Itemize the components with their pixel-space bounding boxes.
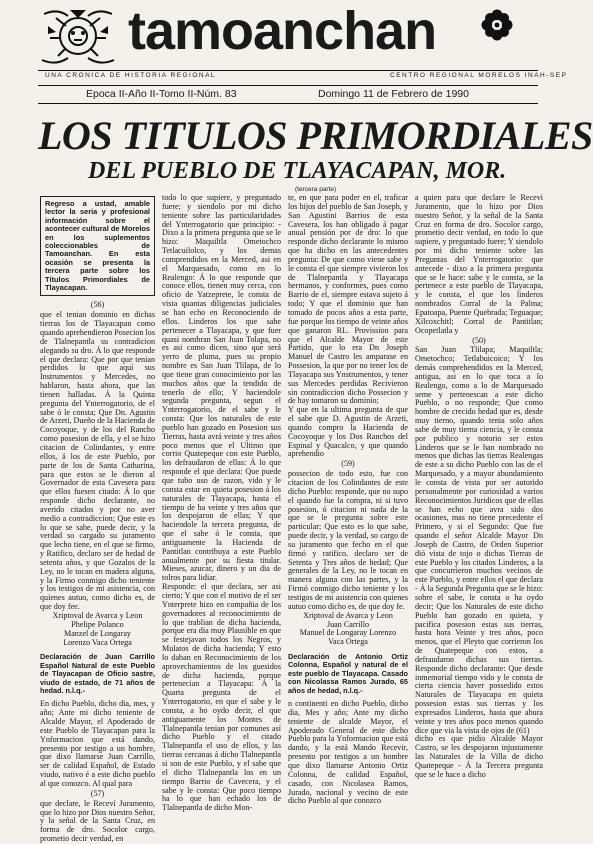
section-number: (59) — [341, 459, 355, 469]
article-paragraph: a quien para que declare le Recevi Juramento, que lo hizo por Dios nuestro Señor, y la señal de la Santa Cruz en forma de dro. Socolor cargo, prometio decir verdad, en todo lo que supiere, y preguntado fuere; Y siendolo por mi dicho teniente sobre las Preguntas del Ynterrogatorio: que antecede - dixo a la primera pregunta que se le hace: sabe y le consta, se la pertenece a este pueblo de Tlayacapa, y le consta, el que los linderos nombrados Corral de la Palma; Epatoapa, Puente Quebrada; Teguaque; Xilcoxchitl; Corral de Pantitlan; Ocopetlatla y — [415, 193, 543, 335]
masthead-center: CENTRO REGIONAL MORELOS INAH-SEP — [390, 72, 568, 79]
subheadline: DEL PUEBLO DE TLAYACAPAN, MOR. — [88, 158, 507, 184]
article-columns — [40, 193, 550, 844]
article-paragraph: En dicho Pueblo, dicho dia, mes, y año; Ante mi dicho teniente de Alcalde Mayor, el Apoderado de este Pueblo de Tlayacapan para la Ynformacion que está dando, presento por testigo a un hombre, que dixo llamarse Juan Carrillo, ser de calidad Español, de Estado viudo, nativo é a este dicho pueblo al que conozco. Al qual para — [40, 699, 155, 788]
article-column-1 — [40, 194, 155, 844]
aztec-deity-logo-icon — [38, 6, 118, 68]
masthead-tagline-row — [45, 72, 568, 79]
declaration-heading: Declaración de Antonio Ortiz Colonna, Español y natural de el este pueblo de Tlayacapa. Casado con Nicolassa Ramos Jurado, 65 años de hedad, n.l.q.- — [288, 652, 408, 695]
masthead-tagline: UNA CRONICA DE HISTORIA REGIONAL — [45, 72, 217, 79]
signature-line: Phelipe Polanco — [71, 619, 124, 629]
article-paragraph: que el tenian dominio en dichas tierras los de Tlayacapan como quando aprehendieron Posecion los de Tlalnepantla su contradicion alegando su dro. Á lo que responde el que declara: Que por que tenian perdidos lo que aquí sus Instrumentos y Mercedes, no hablaron, hasta ahora, que las tienen halladas. Á la Quinta pregunta del Ynterrogatorio, de el sabe ó le consta; Que Dn. Agustin de Arzeti, Dueño de la Hacienda de Cocoyoque, y de los del Rancho como posesion de ella, y el se hizo citacion de Colindantes, y entre ellos, á los de este Pueblo, por parte de los de Santa Catharina, para que estos se le dieron al Governador de esta Cavesera para que ellos fuesen citado: Á lo que responde dicho declarante, no averido citados y por no aver medio a contradiccion; Que este es lo que se sabe, puede decir, y la verdad so cargado su juramento que lecho tiene, en el que se firmo, y Ratifico, declaro ser de hedad de setenta años, y que Gozalos de la Ley, no le tocan en madera alguna, y la Firmo conmigo dicho teniente y los testigos de mi asistencia, con quienes autuo, como dicho es, de que doy fee. — [40, 310, 155, 612]
article-paragraph: Responde: el que declara, ser asi cierto; Y que con el motivo de el ser Ynterprete hizo en compañia de los governadores al reconocimiento de lo que trablian de dicha hacienda, porque era dia muy Plausible en que se festejavan todos los Negros, y Mulatos de dicha hacienda; Y esto lo daban en Reconocimiento de los aprovechamientos de los guesidos de dicha hacienda, porque pertenecian a Tlayacapa: Á la Quarta pregunta de el Ynterrogatorio, en que el sabe y le consta, a ho oydo decir, el que antiguamente los Montes de Tlalnepantla tenian por comunes así dicho Pueblo y el citado Tlalnepantla el uso de ellos, y las tierras cercanas á dicho Tlalnepantla si son de este Pueblo, y el sabe que el dicho Tlalnepantla los en un tiempo Barrio de Cavecera, y el sabe y le consta: Que poco tiempo ha lo que han echado los de Tlalnepantla de dicho Mon- — [162, 582, 281, 813]
issue-number: Epoca II-Año II-Tomo II-Núm. 83 — [86, 88, 237, 100]
section-number: (56) — [90, 300, 105, 310]
article-paragraph: te, en que para poder en el, traficar los hijos del pueblo de San Joseph, y San Agustini Barrios de esta Cavesera, los han obligado á pagar anual pensión por de dro: lo que responde dicho declarante lo mismo que ha dicho en las antecedentes pregunta: De que como viene sabe y le consta el que siempre vivieron los de Tlalnepantla y Tlayacapa hermanos, y conformes, pues como Barrio de el, siempre estava sujeto á todo; Y que el dominio que han tomado de pocos años a esta parte, fue porque los tiempo de veinte años que ganaron RL. Provission para que el Alcalde Mayor de este Partido, que lo era Dn Joseph Manuel de Castro les amparase en Possesion, la que por no tener los de Tlayacapa sus Ynstrumentos, y tener sus Mercedes perdidas Recivieron sin contradiccion dicho Possecion y de hay tomaron su dominio; — [288, 193, 408, 406]
intro-box: Regreso a ustad, amable lector la seria y profesional información sobre el acontecer cultural de Morelos en los suplementos coleccionables de Tamoanchan. En esta ocasión se presenta la tercera parte sobre los Títulos Primordiales de Tlayacapan. — [40, 196, 155, 296]
signature-line: Xriptoval de Avarca y Leon — [52, 611, 143, 620]
headline: LOS TITULOS PRIMORDIALES — [38, 113, 593, 158]
signature-line: Lorenzo Vaca Ortega — [63, 637, 132, 647]
signature-line: Xriptoval de Avarca y Leon — [303, 610, 393, 620]
declaration-heading: Declaración de Juan Carrillo Español Natural de este Pueblo de Tlayacapan de Oficio sastre, viudo de estado, de 71 años de hedad. n.l.q.- — [40, 652, 155, 695]
article-paragraph: dicho es que pidio Alcalde Mayor Castro, se les despojaron injustamente las Naturales de la Villa de dicho Quatepeque - Á la Tercera pregunta que se le hace a dicho — [415, 734, 543, 779]
flower-emblem-icon — [480, 8, 514, 42]
article-paragraph: San Juan Tlilapa; Maquiltla; Ometochco; Tetlabuicoico; Y los demás comprehendidos en la Merced, antigua, asi en lo que toca a lo Realengo, como a lo de Marquesado seme y pertenescan a este dicho Pueblo, o no responde; Que como hombre de crecido hedad que es, desde muy tierno, quando tenia solo años sabe de muy tierna ciencia, y le consta por publico y notorio ser estos Linderos que se le han nombrado no menos que dichas las tierras Realengas de este a su dicho Pueblo con las de el Marquesado, y a mayor abundamiento le consta de vista por ser autorido personalmente por curiosidad a varios Reconocimientos Juridicos que de ellas se han echo que avra sido dos ocasiones, mas no tiene precedente el Primero, y si el Segundo: Que fue quando el señor Alcalde Mayor Dn Joseph de Castro, de Orden Superior dió vista de tojo o dichas Tierras de este Pueblo y los citados Linderos, a la que concurrieron muchos vecinos de este Pueblo, y entre ellos el que declara - Á la Segunda Pregunta que se le hizo: sobre el sabe, le consta o ha oydo decir; Que los Naturales de este dicho Pueblo han gozado en quieta, y pacifica posesion estas sus tierras, hasta hora Veinte y tres años, poco menos, que el Pleyto que corrieron los de Quatepeque con estos, a defraudaron dichas sus tierras. Responde dicho declarante: Que desde inmemorial tiempo vido y le consta de cierta ciencia haver possedido estos Naturales de Tlayacapa en quieta possesion estas sus tierras y los expresados Linderos, hasta que abura veinte y tres años poco menos quando dice que via la vista de ojos de (61) — [415, 345, 543, 735]
article-column-4 — [415, 194, 543, 794]
issue-bar — [38, 85, 538, 104]
article-paragraph: possecion de todo esto, fue con citacion de los Colindantes de este dicho Pueblo: responde, que no supo el quando fue la compra, ni si tuvo posesion, ó citacion ni nada de la que se le pregunta sobre este particular; Que esto es lo que sabe, puede decir, y la verdad, so cargo de su juramento que fecho en el que firmó y ratifico. declaro ser de Setenta y Tres años de hedad; Que generales de la Ley, no le tocan en manera alguna con las partes, y la Firmó conmigo dicho teniente y los testigos de mi asistencia con quienes autuo como dicho es, de que doy fe. — [288, 469, 408, 611]
section-number: (50) — [472, 335, 486, 345]
article-column-3 — [288, 193, 408, 806]
masthead-rule — [38, 70, 538, 71]
masthead-title: tamoanchan — [128, 1, 437, 61]
signature-line: Juan Carrillo — [326, 619, 370, 629]
signature-line: Manuel de Longaray Lorenzo — [299, 628, 397, 638]
issue-date: Domingo 11 de Febrero de 1990 — [318, 88, 469, 100]
article-paragraph: todo lo que supiere, y preguntado fuere; y siendolo por mi dicho teniente sobre las particularidades del Ynterrogatorio que principio: - Dixo a la primera pregunta que se le hizo: Maquiltla Ometochco Tetlacuilolco, y los demas comprendidos en la Merced, asi en el Marquesado, como en lo Realengo: Á lo que responde que conoce ellos, tienen muy cerca, con oficio de Yatzeprete, le consta de vista quantas diligencias judiciales se han echo en Reconociendo de ellos. Linderos los que sabe pertenecer a Tlayacapa, y que fuer quasi nombran San Juan Tolapa, no es asi como dicen, sino que será yerro de pluma, pues su propio nombre es San Juan Tlilapa, de lo que tiene gran conocimiento por las muchos años que la tendido de tenerlo de ello; Y haciendole segunda pregunta, segun el Ynterrogatorio, de el sabe y le consta: Que los naturales de este pueblo han gozado en Posesion sus Tierras, hasta avrá veinte y tres años poco menos que el Ultimo que corrio Quatepeque con este Pueblo, los defraudaron de ellas: Á lo que responde el que declara: Que puede que tubo uso de razon, vido y le consta estar en quieta posesion á los naturales de Tlayacapa, hasta el tiempo de ha veinte y tres años que los despojaron de ellas; Y que haciendole la tercera pregunta, de que el sabe ó le consta, que antiguamente la Hacienda de Pantitlan contribuya a este Pueblo anualmente por su fiesta titular. Mieses, azucar, dinero y un dia de tolros para lidiar. — [162, 193, 281, 583]
section-number: (57) — [90, 788, 105, 798]
signature-line: Vaca Ortega — [328, 637, 368, 647]
article-column-2 — [162, 193, 281, 813]
article-paragraph: que declare, le Receví Juramento, que lo hizo por Dios nuestro Señor, y la señal de la Santa Cruz, en forma de dro. Socolor cargo, prometio decir verdad, en — [40, 798, 155, 844]
part-note: (tercera parte) — [295, 186, 337, 193]
article-paragraph: Y que en la ultima pregunta de que el sabe que D. Agustin de Arzeti, quando compro la Hacienda de Cocoyoque y los Dos Ranchos del Espinal y Quacalco, y que quando aprehendio — [288, 405, 408, 459]
article-paragraph: n continenti en dicho Pueblo, dicho dia, Mes y año; Ante my dicho teniente de alcalde Mayor, el Apoderado General de este dicho Pueblo para la Ynformacion que está dando, y la está Mando Recevir, presento por testigos a un hombre que dixo llamarse Antonio Ortiz Colonna, de calidad Español, casado, con Nicolasea Ramos, Jurado, nacional y vecino de este dicho Pueblo al que conozco — [288, 699, 408, 806]
signature-line: Manzel de Longaray — [64, 628, 131, 638]
